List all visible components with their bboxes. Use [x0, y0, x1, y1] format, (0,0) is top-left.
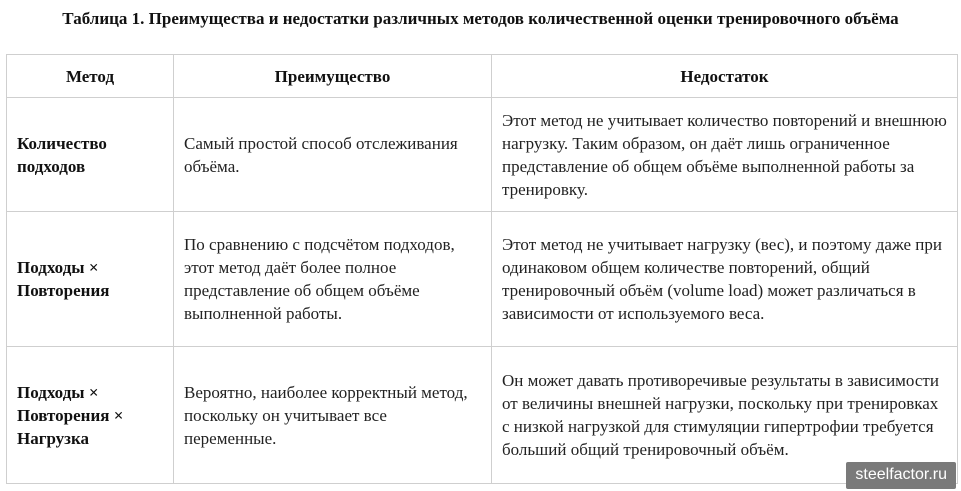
disadvantage-cell: Этот метод не учитывает количество повторений и внешнюю нагрузку. Таким образом, он даёт лишь ограниченное представление об общем объёме выполненной работы за тренировку.	[492, 98, 958, 212]
table-header-row	[7, 55, 958, 98]
disadvantage-cell: Этот метод не учитывает нагрузку (вес), и поэтому даже при одинаковом общем количестве повторений, общий тренировочный объём (volume load) может различаться в зависимости от используемого веса.	[492, 212, 958, 347]
methods-table	[6, 54, 958, 484]
table-row	[7, 347, 958, 484]
header-disadvantage: Недостаток	[492, 55, 958, 98]
method-cell: Подходы × Повторения × Нагрузка	[7, 347, 174, 484]
advantage-cell: Вероятно, наиболее корректный метод, поскольку он учитывает все переменные.	[174, 347, 492, 484]
advantage-cell: Самый простой способ отслеживания объёма.	[174, 98, 492, 212]
header-advantage: Преимущество	[174, 55, 492, 98]
table-row	[7, 98, 958, 212]
disadvantage-cell: Он может давать противоречивые результаты в зависимости от величины внешней нагрузки, поскольку при тренировках с низкой нагрузкой для стимуляции гипертрофии требуется больший общий тренировочный объём.	[492, 347, 958, 484]
header-method: Метод	[7, 55, 174, 98]
table-row	[7, 212, 958, 347]
method-cell: Количество подходов	[7, 98, 174, 212]
table-caption: Таблица 1. Преимущества и недостатки различных методов количественной оценки тренировочного объёма	[62, 9, 899, 28]
advantage-cell: По сравнению с подсчётом подходов, этот метод даёт более полное представление об общем объёме выполненной работы.	[174, 212, 492, 347]
method-cell: Подходы × Повторения	[7, 212, 174, 347]
site-watermark: steelfactor.ru	[846, 462, 956, 489]
